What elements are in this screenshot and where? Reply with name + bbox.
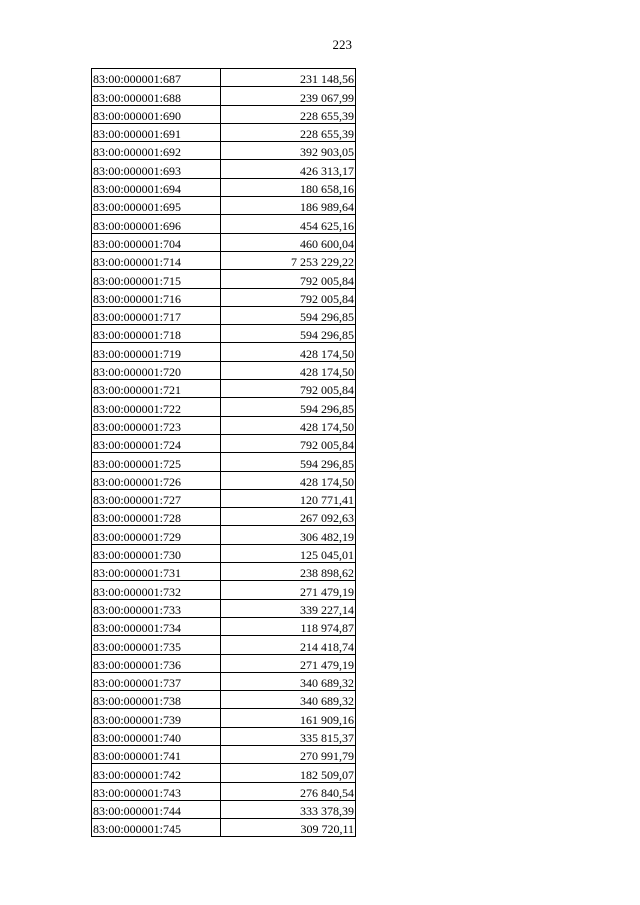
cadastral-number-cell: 83:00:000001:728	[92, 508, 221, 526]
cadastral-number-cell: 83:00:000001:717	[92, 306, 221, 324]
value-cell: 7 253 229,22	[221, 251, 356, 269]
table-row	[92, 672, 356, 690]
table-row	[92, 197, 356, 215]
cadastral-number-cell: 83:00:000001:694	[92, 178, 221, 196]
cadastral-number-cell: 83:00:000001:692	[92, 142, 221, 160]
cadastral-number-cell: 83:00:000001:736	[92, 654, 221, 672]
cadastral-number-cell: 83:00:000001:696	[92, 215, 221, 233]
value-cell: 238 898,62	[221, 563, 356, 581]
table-row	[92, 398, 356, 416]
value-cell: 186 989,64	[221, 197, 356, 215]
cadastral-number-cell: 83:00:000001:724	[92, 434, 221, 452]
table-row	[92, 800, 356, 818]
cadastral-number-cell: 83:00:000001:693	[92, 160, 221, 178]
cadastral-number-cell: 83:00:000001:744	[92, 800, 221, 818]
table-row	[92, 416, 356, 434]
table-row	[92, 343, 356, 361]
table-row	[92, 87, 356, 105]
table-row	[92, 782, 356, 800]
value-cell: 182 509,07	[221, 764, 356, 782]
value-cell: 792 005,84	[221, 270, 356, 288]
value-cell: 228 655,39	[221, 105, 356, 123]
table-row	[92, 654, 356, 672]
table-row	[92, 691, 356, 709]
value-cell: 231 148,56	[221, 69, 356, 87]
table-row	[92, 745, 356, 763]
value-cell: 270 991,79	[221, 745, 356, 763]
value-cell: 118 974,87	[221, 617, 356, 635]
table-row	[92, 727, 356, 745]
value-cell: 214 418,74	[221, 636, 356, 654]
value-cell: 792 005,84	[221, 380, 356, 398]
table-row	[92, 270, 356, 288]
value-cell: 120 771,41	[221, 489, 356, 507]
value-cell: 309 720,11	[221, 819, 356, 837]
value-cell: 271 479,19	[221, 654, 356, 672]
cadastral-number-cell: 83:00:000001:721	[92, 380, 221, 398]
cadastral-number-cell: 83:00:000001:716	[92, 288, 221, 306]
value-cell: 428 174,50	[221, 343, 356, 361]
table-row	[92, 764, 356, 782]
value-cell: 239 067,99	[221, 87, 356, 105]
value-cell: 340 689,32	[221, 672, 356, 690]
value-cell: 792 005,84	[221, 288, 356, 306]
value-cell: 271 479,19	[221, 581, 356, 599]
table-row	[92, 508, 356, 526]
table-row	[92, 288, 356, 306]
table-row	[92, 233, 356, 251]
value-cell: 594 296,85	[221, 453, 356, 471]
value-cell: 594 296,85	[221, 325, 356, 343]
table-row	[92, 544, 356, 562]
table-row	[92, 526, 356, 544]
value-cell: 426 313,17	[221, 160, 356, 178]
value-cell: 792 005,84	[221, 434, 356, 452]
table-row	[92, 599, 356, 617]
value-cell: 267 092,63	[221, 508, 356, 526]
cadastral-number-cell: 83:00:000001:735	[92, 636, 221, 654]
cadastral-number-cell: 83:00:000001:733	[92, 599, 221, 617]
value-cell: 594 296,85	[221, 398, 356, 416]
page-number: 223	[332, 37, 352, 52]
cadastral-number-cell: 83:00:000001:743	[92, 782, 221, 800]
table-row	[92, 142, 356, 160]
cadastral-number-cell: 83:00:000001:729	[92, 526, 221, 544]
value-cell: 428 174,50	[221, 471, 356, 489]
table-row	[92, 709, 356, 727]
value-cell: 335 815,37	[221, 727, 356, 745]
value-cell: 125 045,01	[221, 544, 356, 562]
table-row	[92, 215, 356, 233]
cadastral-number-cell: 83:00:000001:720	[92, 361, 221, 379]
value-cell: 180 658,16	[221, 178, 356, 196]
cadastral-number-cell: 83:00:000001:741	[92, 745, 221, 763]
table-row	[92, 563, 356, 581]
cadastral-number-cell: 83:00:000001:719	[92, 343, 221, 361]
value-cell: 594 296,85	[221, 306, 356, 324]
cadastral-number-cell: 83:00:000001:732	[92, 581, 221, 599]
cadastral-number-cell: 83:00:000001:687	[92, 69, 221, 87]
value-cell: 460 600,04	[221, 233, 356, 251]
cadastral-number-cell: 83:00:000001:737	[92, 672, 221, 690]
table-row	[92, 123, 356, 141]
table-row	[92, 361, 356, 379]
value-cell: 428 174,50	[221, 416, 356, 434]
cadastral-number-cell: 83:00:000001:704	[92, 233, 221, 251]
table-row	[92, 105, 356, 123]
table-row	[92, 325, 356, 343]
table-body	[92, 69, 356, 837]
cadastral-number-cell: 83:00:000001:723	[92, 416, 221, 434]
cadastral-number-cell: 83:00:000001:691	[92, 123, 221, 141]
cadastral-number-cell: 83:00:000001:734	[92, 617, 221, 635]
table-row	[92, 819, 356, 837]
table-row	[92, 178, 356, 196]
table-row	[92, 453, 356, 471]
cadastral-number-cell: 83:00:000001:739	[92, 709, 221, 727]
cadastral-number-cell: 83:00:000001:726	[92, 471, 221, 489]
cadastral-number-cell: 83:00:000001:718	[92, 325, 221, 343]
cadastral-number-cell: 83:00:000001:695	[92, 197, 221, 215]
value-cell: 340 689,32	[221, 691, 356, 709]
value-cell: 276 840,54	[221, 782, 356, 800]
cadastral-number-cell: 83:00:000001:738	[92, 691, 221, 709]
table-row	[92, 471, 356, 489]
table-row	[92, 581, 356, 599]
cadastral-number-cell: 83:00:000001:722	[92, 398, 221, 416]
cadastral-number-cell: 83:00:000001:730	[92, 544, 221, 562]
value-cell: 339 227,14	[221, 599, 356, 617]
table-row	[92, 251, 356, 269]
value-cell: 228 655,39	[221, 123, 356, 141]
table-row	[92, 636, 356, 654]
cadastral-number-cell: 83:00:000001:745	[92, 819, 221, 837]
cadastral-number-cell: 83:00:000001:714	[92, 251, 221, 269]
value-cell: 161 909,16	[221, 709, 356, 727]
cadastral-number-cell: 83:00:000001:725	[92, 453, 221, 471]
table-row	[92, 380, 356, 398]
table-row	[92, 69, 356, 87]
value-cell: 306 482,19	[221, 526, 356, 544]
value-cell: 392 903,05	[221, 142, 356, 160]
cadastral-number-cell: 83:00:000001:727	[92, 489, 221, 507]
table-row	[92, 434, 356, 452]
value-cell: 428 174,50	[221, 361, 356, 379]
cadastral-number-cell: 83:00:000001:688	[92, 87, 221, 105]
value-cell: 454 625,16	[221, 215, 356, 233]
cadastral-number-cell: 83:00:000001:731	[92, 563, 221, 581]
table-row	[92, 306, 356, 324]
cadastral-number-cell: 83:00:000001:715	[92, 270, 221, 288]
cadastral-number-cell: 83:00:000001:740	[92, 727, 221, 745]
cadastral-number-cell: 83:00:000001:690	[92, 105, 221, 123]
cadastral-number-cell: 83:00:000001:742	[92, 764, 221, 782]
table-row	[92, 617, 356, 635]
value-cell: 333 378,39	[221, 800, 356, 818]
table-row	[92, 489, 356, 507]
cadastral-value-table	[91, 68, 356, 837]
table-row	[92, 160, 356, 178]
